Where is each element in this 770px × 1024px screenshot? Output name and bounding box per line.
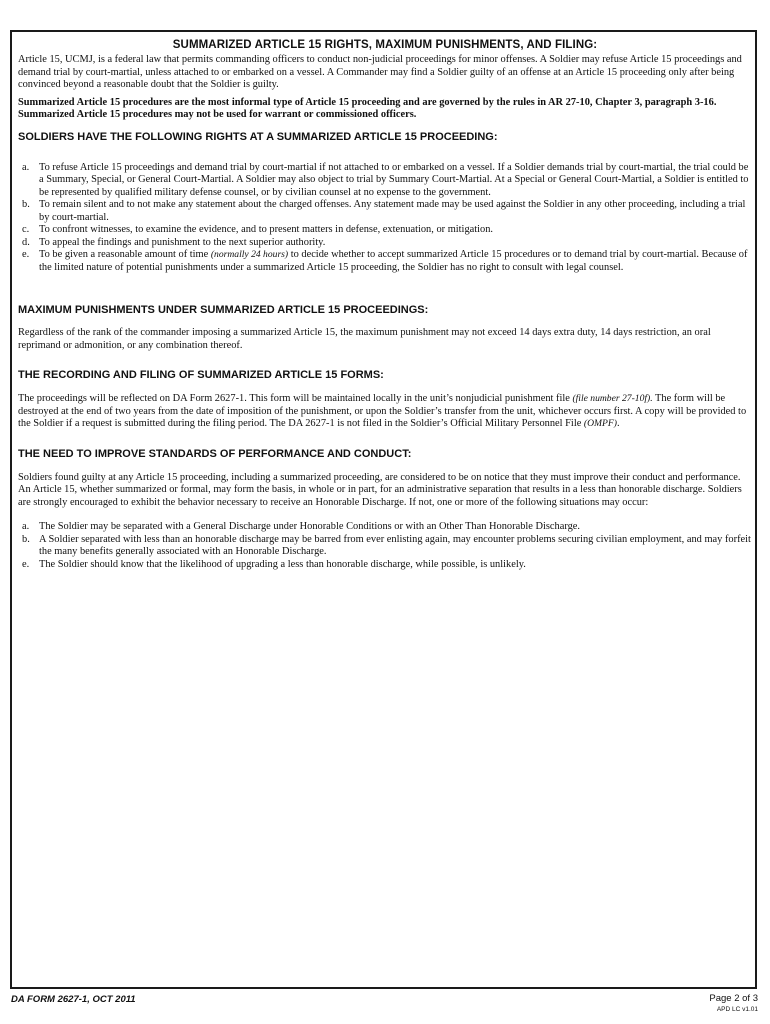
list-item: b. To remain silent and to not make any statement about the charged offenses. Any statement made may be used against the Soldier in any other proceeding, including a trial by court-martial. [22,199,746,223]
recording-paragraph: The proceedings will be reflected on DA Form 2627-1. This form will be maintained locally in the unit’s nonjudicial punishment file (file number 27-10f). The form will be destroyed at the end of two years from the date of imposition of the punishment, or upon the Soldier’s transfer from the unit, whichever occurs first. A copy will be provided to the Soldier if a request is submitted during the filing period. The DA 2627-1 is not filed in the Soldier’s Official Military Personnel File (OMPF). [18,393,747,429]
version-label: APD LC v1.01 [716,1006,758,1013]
list-label: b. [22,199,30,210]
rights-list [18,162,752,275]
recording-heading: THE RECORDING AND FILING OF SUMMARIZED ARTICLE 15 FORMS: [18,369,384,381]
list-item: a. The Soldier may be separated with a General Discharge under Honorable Conditions or with an Other Than Honorable Discharge. [22,521,581,532]
max-punish-paragraph: Regardless of the rank of the commander imposing a summarized Article 15, the maximum punishment may not exceed 14 days extra duty, 14 days restriction, an oral reprimand or admonition, or any combination thereof. [18,327,711,351]
list-item: c. To confront witnesses, to examine the evidence, and to present matters in defense, extenuation, or mitigation. [22,224,494,235]
list-item: e. To be given a reasonable amount of time (normally 24 hours) to decide whether to accept summarized Article 15 procedures or to demand trial by court-martial. Because of the limited nature of potential punishments under a summarized Article 15 proceeding, the Soldier has no right to consult with legal counsel. [22,249,748,273]
list-label: e. [22,558,30,570]
list-label: a. [22,161,30,173]
intro-paragraph: Article 15, UCMJ, is a federal law that permits commanding officers to conduct non-judicial proceedings for minor offenses. A Soldier may refuse Article 15 proceedings and demand trial by court-martial, unless attached to or embarked on a vessel. A Commander may find a Soldier guilty of an offense at an Article 15 proceeding only after being convinced beyond a reasonable doubt that the Soldier is guilty. [18,54,742,90]
page-title: SUMMARIZED ARTICLE 15 RIGHTS, MAXIMUM PUNISHMENTS, AND FILING: [172,39,598,51]
intro-bold-paragraph: Summarized Article 15 procedures are the most informal type of Article 15 proceeding and are governed by the rules in AR 27-10, Chapter 3, paragraph 3-16. Summarized Article 15 procedures may not be used for warrant or commissioned officers. [18,96,717,120]
list-item: e. The Soldier should know that the likelihood of upgrading a less than honorable discharge, while possible, is unlikely. [22,558,526,570]
standards-paragraph: Soldiers found guilty at any Article 15 proceeding, including a summarized proceeding, are considered to be on notice that they must improve their conduct and performance. An Article 15, whether summarized or formal, may form the basis, in whole or in part, for an administrative separation that results in a less than honorable discharge. Soldiers are strongly encouraged to exhibit the behavior necessary to receive an Honorable Discharge. If not, one or more of the following situations may occur: [18,471,742,508]
list-label: e. [22,249,30,260]
page-number: Page 2 of 3 [709,993,758,1004]
standards-heading: THE NEED TO IMPROVE STANDARDS OF PERFORMANCE AND CONDUCT: [18,447,412,460]
list-item: a. To refuse Article 15 proceedings and demand trial by court-martial if not attached to or embarked on a vessel. If a Soldier demands trial by court-martial, the trial could be a Summary, Special, or General Court-Martial. A Soldier may also object to trial by Summary Court-Martial. At a Special or General Court-Martial, a Soldier is entitled to be represented by qualified military defense counsel, or by civilian counsel at no expense to the government. [22,161,749,198]
italic-note: (OMPF) [583,418,617,429]
italic-note: (file number 27-10f). [572,393,653,404]
list-label: a. [22,521,30,532]
list-item: b. A Soldier separated with less than an honorable discharge may be barred from ever enlisting again, may encounter problems securing civilian employment, and may forfeit the many benefits generally associated with an Honorable Discharge. [22,533,751,557]
form-number: DA FORM 2627-1, OCT 2011 [11,994,136,1005]
standards-list [18,521,752,571]
page-content [18,36,752,571]
italic-note: (normally 24 hours) [210,249,289,260]
list-label: b. [22,533,30,545]
max-punish-heading: MAXIMUM PUNISHMENTS UNDER SUMMARIZED ARTICLE 15 PROCEEDINGS: [18,304,429,316]
list-item: d. To appeal the findings and punishment to the next superior authority. [22,236,326,248]
list-label: d. [22,236,30,248]
rights-heading: SOLDIERS HAVE THE FOLLOWING RIGHTS AT A SUMMARIZED ARTICLE 15 PROCEEDING: [18,130,498,143]
list-label: c. [22,224,30,235]
